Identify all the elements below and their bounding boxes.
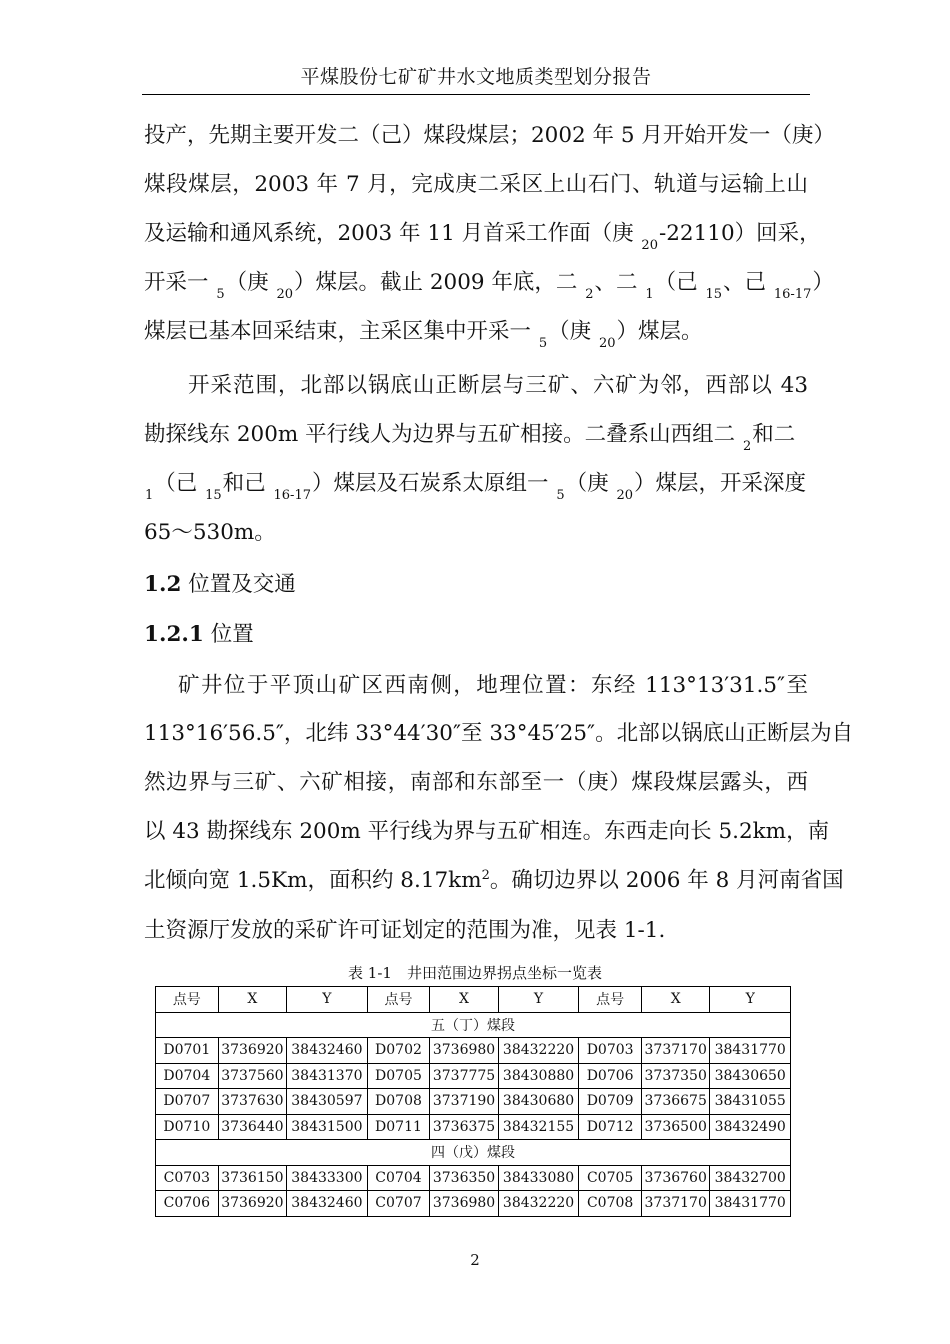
table-cell: 3736920	[218, 1191, 286, 1217]
section-row	[156, 1140, 791, 1166]
paragraph-line: 矿井位于平顶山矿区西南侧，地理位置：东经 113°13′31.5″至	[178, 673, 808, 698]
table-cell: C0705	[579, 1165, 642, 1191]
table-cell: 3736980	[430, 1191, 498, 1217]
table-cell: D0701	[156, 1038, 219, 1064]
paragraph-line: 65～530m。	[144, 520, 276, 545]
table-cell: 3737350	[641, 1063, 709, 1089]
coordinates-table	[155, 986, 791, 1217]
table-cell: 3736980	[430, 1038, 498, 1064]
text-run: ）煤层。	[616, 319, 703, 344]
table-cell: D0708	[367, 1089, 430, 1115]
column-header: 点号	[367, 987, 430, 1013]
table-cell: D0703	[579, 1038, 642, 1064]
section-title: 位置及交通	[181, 572, 296, 597]
column-header: X	[218, 987, 286, 1013]
table-cell: D0711	[367, 1114, 430, 1140]
paragraph-line: 投产，先期主要开发二（己）煤段煤层；2002 年 5 月开始开发一（庚）	[144, 123, 835, 148]
table-cell: 3736440	[218, 1114, 286, 1140]
text-run: 北倾向宽 1.5Km，面积约 8.17km	[144, 868, 482, 893]
table-cell: 38432700	[710, 1165, 791, 1191]
paragraph-line: 113°16′56.5″，北纬 33°44′30″至 33°45′25″。北部以锅底山正断层为自	[144, 721, 854, 746]
table-cell: C0707	[367, 1191, 430, 1217]
table-cell: 38432220	[498, 1191, 579, 1217]
subscript: 2	[585, 287, 594, 302]
text-run: （庚	[548, 319, 598, 344]
column-header: 点号	[579, 987, 642, 1013]
paragraph-line: 以 43 勘探线东 200m 平行线为界与五矿相连。东西走向长 5.2km，南	[144, 819, 830, 844]
table-cell: D0706	[579, 1063, 642, 1089]
text-run: 、己	[723, 270, 773, 295]
table-cell: 3736500	[641, 1114, 709, 1140]
table-cell: 3736150	[218, 1165, 286, 1191]
table-cell: C0704	[367, 1165, 430, 1191]
subsection-title: 位置	[203, 622, 254, 647]
table-row	[156, 1089, 791, 1115]
table-row	[156, 1191, 791, 1217]
table-cell: 3737170	[641, 1191, 709, 1217]
table-cell: 3737190	[430, 1089, 498, 1115]
text-run: 和二	[752, 422, 796, 447]
text-run: 勘探线东 200m 平行线人为边界与五矿相接。二叠系山西组二	[144, 422, 742, 447]
table-cell: 38432490	[710, 1114, 791, 1140]
text-run: 开采一	[144, 270, 216, 295]
page-number: 2	[470, 1251, 480, 1269]
table-cell: 3736760	[641, 1165, 709, 1191]
text-run: （庚	[225, 270, 276, 295]
running-header: 平煤股份七矿矿井水文地质类型划分报告	[300, 66, 652, 88]
subsection-number: 1.2.1	[144, 622, 204, 647]
subsection-heading	[144, 620, 808, 650]
column-header: X	[430, 987, 498, 1013]
paragraph-line	[144, 268, 834, 302]
table-header-row	[156, 987, 791, 1013]
paragraph-line	[144, 866, 844, 896]
subscript: 15	[205, 488, 222, 503]
table-cell: 38432460	[287, 1191, 368, 1217]
table-cell: 38430597	[287, 1089, 368, 1115]
table-cell: D0702	[367, 1038, 430, 1064]
text-run: ）	[812, 270, 834, 295]
table-cell: 38433080	[498, 1165, 579, 1191]
subscript: 16-17	[273, 488, 311, 503]
table-row	[156, 1114, 791, 1140]
table-cell: 38432155	[498, 1114, 579, 1140]
column-header: 点号	[156, 987, 219, 1013]
table-cell: D0710	[156, 1114, 219, 1140]
paragraph-line: 开采范围，北部以锅底山正断层与三矿、六矿为邻，西部以 43	[188, 373, 808, 398]
table-row	[156, 1038, 791, 1064]
table-cell: D0705	[367, 1063, 430, 1089]
table-cell: 38433300	[287, 1165, 368, 1191]
subscript: 15	[705, 287, 723, 302]
table-cell: D0707	[156, 1089, 219, 1115]
table-row	[156, 1063, 791, 1089]
table-cell: 38432220	[498, 1038, 579, 1064]
paragraph-line	[144, 469, 808, 503]
subscript: 5	[538, 336, 548, 351]
paragraph-line: 土资源厅发放的采矿许可证划定的范围为准，见表 1-1.	[144, 918, 666, 943]
subscript: 20	[598, 336, 616, 351]
table-cell: 38431770	[710, 1038, 791, 1064]
text-run: （庚	[565, 471, 616, 496]
text-run: 和己	[222, 471, 273, 496]
subscript: 20	[616, 488, 634, 503]
table-cell: C0708	[579, 1191, 642, 1217]
superscript: 2	[481, 868, 490, 883]
column-header: Y	[287, 987, 368, 1013]
paragraph-line	[144, 317, 808, 351]
paragraph-line	[144, 420, 808, 454]
subscript: 2	[742, 439, 752, 454]
subscript: 1	[145, 488, 154, 503]
table-caption: 表 1-1 井田范围边界拐点坐标一览表	[348, 964, 602, 982]
text-run: 煤层已基本回采结束，主采区集中开采一	[144, 319, 538, 344]
text-run: ）煤层及石炭系太原组一	[312, 471, 556, 496]
section-number: 1.2	[144, 572, 182, 597]
text-run: 及运输和通风系统，2003 年 11 月首采工作面（庚	[144, 221, 641, 246]
table-cell: 38430650	[710, 1063, 791, 1089]
table-cell: D0704	[156, 1063, 219, 1089]
paragraph-line: 煤段煤层，2003 年 7 月，完成庚二采区上山石门、轨道与运输上山	[144, 172, 808, 197]
table-cell: 3736920	[218, 1038, 286, 1064]
table-cell: 38432460	[287, 1038, 368, 1064]
table-cell: 38430880	[498, 1063, 579, 1089]
header-rule	[142, 94, 810, 95]
table-cell: 38431500	[287, 1114, 368, 1140]
table-cell: D0709	[579, 1089, 642, 1115]
section-title: 四（戊）煤段	[156, 1140, 791, 1166]
text-run: （己	[154, 471, 205, 496]
subscript: 5	[216, 287, 225, 302]
paragraph-line	[144, 219, 821, 253]
table-cell: 38430680	[498, 1089, 579, 1115]
subscript: 5	[556, 488, 565, 503]
table-cell: 38431055	[710, 1089, 791, 1115]
section-heading	[144, 570, 808, 600]
text-run: -22110）回采，	[658, 221, 821, 246]
subscript: 16-17	[773, 287, 812, 302]
table-cell: 3736675	[641, 1089, 709, 1115]
table-body	[156, 987, 791, 1217]
section-title: 五（丁）煤段	[156, 1012, 791, 1038]
subscript: 1	[645, 287, 654, 302]
table-cell: D0712	[579, 1114, 642, 1140]
subscript: 20	[276, 287, 294, 302]
table-cell: 38431370	[287, 1063, 368, 1089]
table-cell: C0706	[156, 1191, 219, 1217]
table-cell: 3737630	[218, 1089, 286, 1115]
table-row	[156, 1165, 791, 1191]
text-run: 、二	[594, 270, 645, 295]
table-cell: 3736350	[430, 1165, 498, 1191]
column-header: Y	[498, 987, 579, 1013]
paragraph-line: 然边界与三矿、六矿相接，南部和东部至一（庚）煤段煤层露头，西	[144, 770, 808, 795]
table-cell: 3737775	[430, 1063, 498, 1089]
table-cell: 3736375	[430, 1114, 498, 1140]
text-run: （己	[654, 270, 705, 295]
section-row	[156, 1012, 791, 1038]
column-header: X	[641, 987, 709, 1013]
text-run: 。确切边界以 2006 年 8 月河南省国	[489, 868, 844, 893]
text-run: ）煤层，开采深度	[634, 471, 807, 496]
subscript: 20	[641, 238, 658, 253]
table-cell: C0703	[156, 1165, 219, 1191]
table-cell: 3737170	[641, 1038, 709, 1064]
table-cell: 3737560	[218, 1063, 286, 1089]
text-run: ）煤层。截止 2009 年底，二	[294, 270, 585, 295]
table-cell: 38431770	[710, 1191, 791, 1217]
column-header: Y	[710, 987, 791, 1013]
